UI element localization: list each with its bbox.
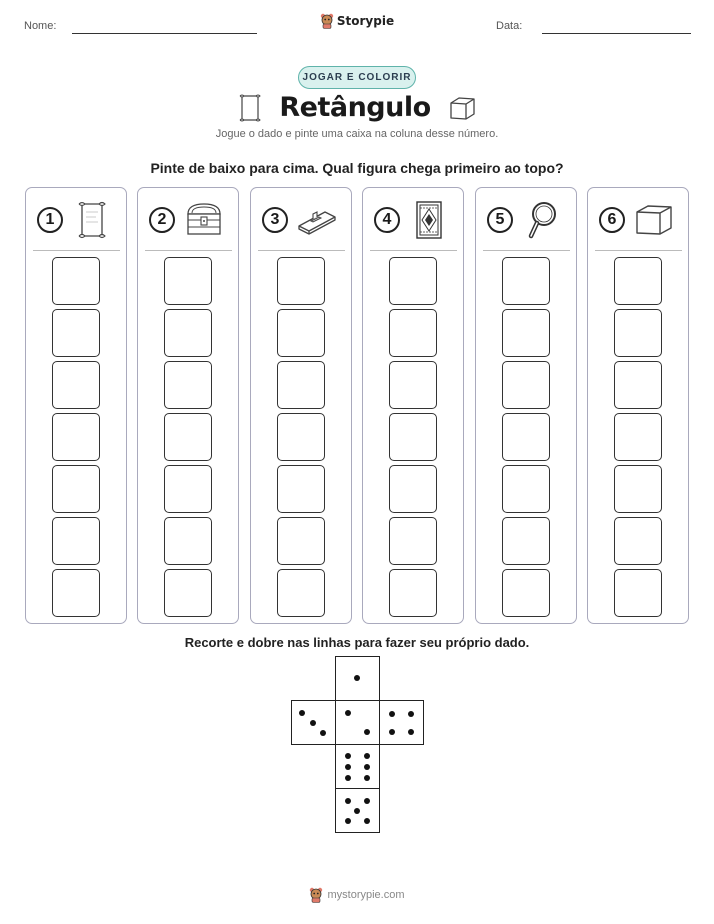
color-box[interactable]: [52, 517, 100, 565]
column-number: 2: [149, 207, 175, 233]
die-face-6: [335, 744, 380, 789]
color-box[interactable]: [52, 309, 100, 357]
cut-instruction: Recorte e dobre nas linhas para fazer seu próprio dado.: [184, 635, 530, 650]
column-divider: [370, 250, 457, 251]
column-header: [588, 200, 688, 240]
storypie-mascot-icon: [320, 13, 334, 29]
title-row: [0, 92, 714, 123]
scroll-icon: [237, 93, 263, 123]
color-box[interactable]: [164, 569, 212, 617]
color-box[interactable]: [614, 257, 662, 305]
color-box[interactable]: [389, 465, 437, 513]
treasure-chest-icon: [184, 200, 224, 240]
activity-badge: JOGAR E COLORIR: [298, 66, 416, 89]
color-box[interactable]: [502, 517, 550, 565]
die-pip: [364, 764, 370, 770]
column-number: 1: [37, 207, 63, 233]
color-box[interactable]: [164, 309, 212, 357]
color-box[interactable]: [614, 309, 662, 357]
color-box[interactable]: [502, 361, 550, 409]
subtitle: Jogue o dado e pinte uma caixa na coluna desse número.: [215, 128, 499, 140]
color-box[interactable]: [389, 413, 437, 461]
color-box[interactable]: [502, 309, 550, 357]
color-box[interactable]: [502, 257, 550, 305]
page-title: Retângulo: [279, 92, 431, 123]
column-number: 5: [487, 207, 513, 233]
column-header: [363, 200, 463, 240]
date-line[interactable]: [542, 33, 691, 34]
color-box[interactable]: [277, 465, 325, 513]
color-box[interactable]: [277, 569, 325, 617]
die-face-3: [291, 700, 336, 745]
column-6: [587, 187, 689, 624]
die-pip: [299, 710, 305, 716]
brand-name: Storypie: [336, 14, 395, 28]
color-box[interactable]: [614, 465, 662, 513]
die-pip: [354, 808, 360, 814]
color-box[interactable]: [164, 517, 212, 565]
column-5: [475, 187, 577, 624]
column-2: [137, 187, 239, 624]
die-pip: [345, 753, 351, 759]
color-box[interactable]: [389, 309, 437, 357]
rug-icon: [409, 200, 449, 240]
color-box[interactable]: [614, 361, 662, 409]
footer: [0, 887, 714, 908]
die-pip: [345, 764, 351, 770]
die-face-2: [335, 700, 380, 745]
name-label: Nome:: [24, 20, 57, 32]
color-box[interactable]: [277, 413, 325, 461]
color-box[interactable]: [502, 413, 550, 461]
column-divider: [483, 250, 570, 251]
color-box[interactable]: [164, 257, 212, 305]
color-box[interactable]: [52, 361, 100, 409]
die-pip: [389, 729, 395, 735]
footer-url[interactable]: mystorypie.com: [327, 889, 405, 901]
cube-icon: [447, 94, 477, 122]
color-box[interactable]: [52, 569, 100, 617]
die-face-5: [335, 788, 380, 833]
die-face-4: [379, 700, 424, 745]
color-box[interactable]: [389, 257, 437, 305]
color-box[interactable]: [164, 361, 212, 409]
color-box[interactable]: [277, 257, 325, 305]
storypie-mascot-icon: [309, 887, 323, 903]
column-divider: [595, 250, 682, 251]
die-pip: [354, 675, 360, 681]
color-box[interactable]: [502, 465, 550, 513]
color-box[interactable]: [52, 257, 100, 305]
die-pip: [345, 710, 351, 716]
column-divider: [258, 250, 345, 251]
color-box[interactable]: [164, 465, 212, 513]
scroll-icon: [72, 200, 112, 240]
die-pip: [364, 798, 370, 804]
column-header: [251, 200, 351, 240]
color-box[interactable]: [614, 569, 662, 617]
die-face-1: [335, 656, 380, 701]
column-3: [250, 187, 352, 624]
color-box[interactable]: [389, 517, 437, 565]
brand-logo: [0, 13, 714, 34]
date-label: Data:: [496, 20, 523, 32]
die-pip: [364, 818, 370, 824]
magnifying-glass-icon: [522, 200, 562, 240]
die-pip: [364, 753, 370, 759]
color-box[interactable]: [277, 309, 325, 357]
die-pip: [408, 729, 414, 735]
die-pip: [408, 711, 414, 717]
column-number: 6: [599, 207, 625, 233]
color-box[interactable]: [389, 569, 437, 617]
stapler-icon: [297, 200, 337, 240]
column-divider: [33, 250, 120, 251]
die-pip: [310, 720, 316, 726]
color-box[interactable]: [614, 413, 662, 461]
die-pip: [345, 818, 351, 824]
column-1: [25, 187, 127, 624]
die-pip: [345, 798, 351, 804]
column-number: 4: [374, 207, 400, 233]
color-box[interactable]: [502, 569, 550, 617]
color-box[interactable]: [614, 517, 662, 565]
die-pip: [364, 775, 370, 781]
cube-icon: [634, 200, 674, 240]
column-header: [138, 200, 238, 240]
color-box[interactable]: [164, 413, 212, 461]
column-number: 3: [262, 207, 288, 233]
column-header: [476, 200, 576, 240]
die-pip: [345, 775, 351, 781]
die-pip: [320, 730, 326, 736]
color-box[interactable]: [52, 413, 100, 461]
color-box[interactable]: [389, 361, 437, 409]
column-divider: [145, 250, 232, 251]
color-box[interactable]: [277, 517, 325, 565]
column-header: [26, 200, 126, 240]
color-box[interactable]: [52, 465, 100, 513]
die-pip: [364, 729, 370, 735]
color-box[interactable]: [277, 361, 325, 409]
die-pip: [389, 711, 395, 717]
column-4: [362, 187, 464, 624]
instruction: Pinte de baixo para cima. Qual figura chega primeiro ao topo?: [150, 160, 564, 176]
